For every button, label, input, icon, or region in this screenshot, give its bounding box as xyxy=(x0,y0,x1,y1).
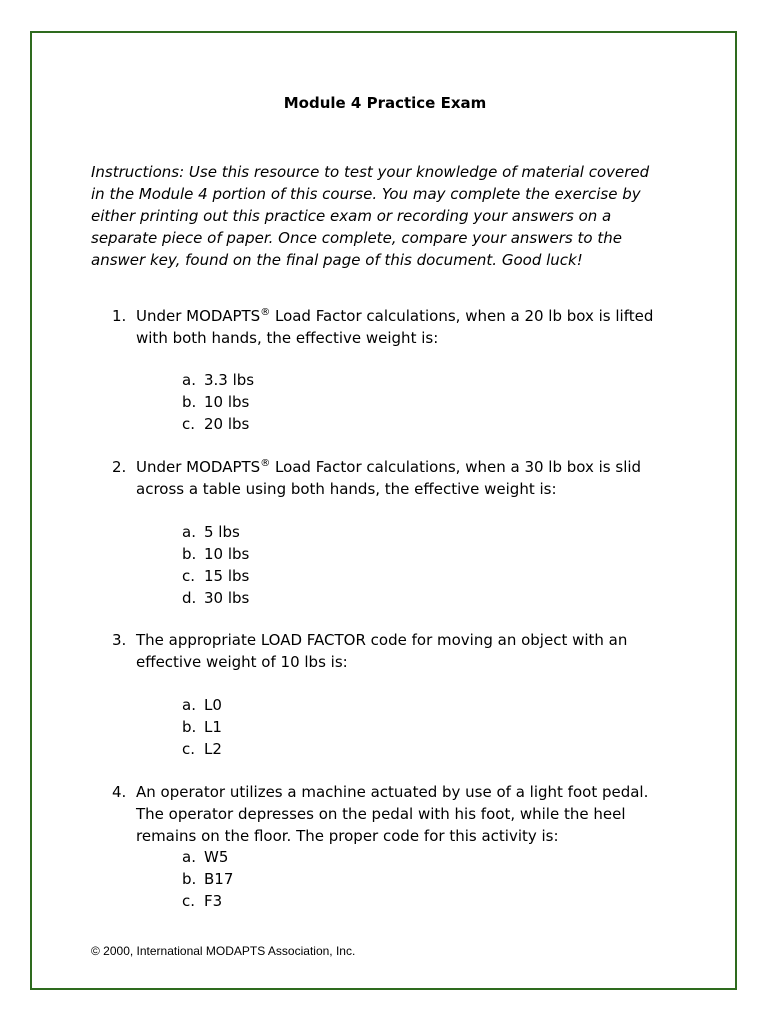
registered-mark: ® xyxy=(260,307,271,318)
question-text: Under MODAPTS® Load Factor calculations, when a 30 lb box is slid across a table using both hands, the effective weight is: xyxy=(136,458,642,498)
question-number: 3. xyxy=(112,631,127,649)
question-2 xyxy=(112,456,682,500)
instructions-text: Instructions: Use this resource to test your knowledge of material covered in the Module 4 portion of this course. You may complete the exercise by either printing out this practice exam or recording your answers on a separate piece of paper. Once complete, compare your answers to the answer key, found on the final page of this document. Good luck! xyxy=(91,163,650,269)
copyright-footer: © 2000, International MODAPTS Association, Inc. xyxy=(91,944,356,958)
page-title: Module 4 Practice Exam xyxy=(283,94,487,112)
question-1 xyxy=(112,305,682,349)
question-text: An operator utilizes a machine actuated by use of a light foot pedal. The operator depresses on the pedal with his foot, while the heel remains on the floor. The proper code for this activity is: xyxy=(136,783,649,845)
question-number: 4. xyxy=(112,783,127,801)
question-4 xyxy=(112,781,682,847)
question-number: 1. xyxy=(112,307,127,325)
registered-mark: ® xyxy=(260,458,271,469)
question-text: The appropriate LOAD FACTOR code for moving an object with an effective weight of 10 lbs is: xyxy=(136,631,628,671)
question-number: 2. xyxy=(112,458,127,476)
question-3 xyxy=(112,629,682,673)
question-text: Under MODAPTS® Load Factor calculations, when a 20 lb box is lifted with both hands, the effective weight is: xyxy=(136,307,654,347)
